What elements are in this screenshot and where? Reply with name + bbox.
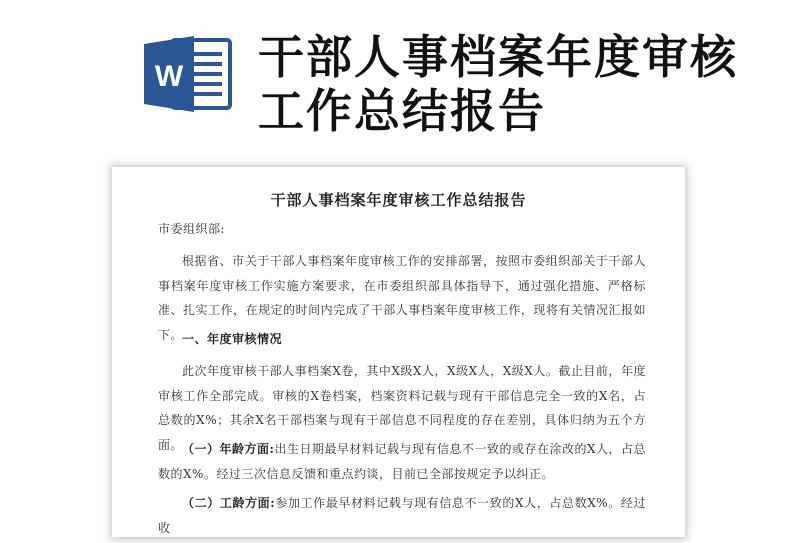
- document-title: 干部人事档案年度审核工作总结报告: [270, 191, 527, 209]
- salutation: 市委组织部:: [158, 222, 226, 236]
- paragraph-2: 此次年度审核干部人事档案X卷，其中X级X人，X级X人，X级X人。截止目前，年度审核工作全部完成。审核的X卷档案，档案资料记载与现有干部信息完全一致的X名，占总数的X%；其余X名干部档案与现有干部信息不同程度的存在差别，具体归纳为五个方面。: [158, 364, 646, 452]
- page-title: 干部人事档案年度审核工作总结报告: [258, 30, 738, 138]
- banner-header: [0, 0, 800, 155]
- item-2-text: 参加工作最早材料记载与现有信息不一致的X人，占总数X%。经过收: [158, 496, 646, 535]
- item-1-label: （一）年龄方面:: [182, 442, 275, 456]
- document-page: [112, 167, 685, 537]
- section-heading-text: 一、年度审核情况: [182, 332, 283, 346]
- intro-paragraph: 根据省、市关于干部人事档案年度审核工作的安排部署，按照市委组织部关于干部人事档案年度审核工作实施方案要求，在市委组织部具体指导下，通过强化措施、严格标准、扎实工作，在规定的时间内完成了干部人事档案年度审核工作，现将有关情况汇报如下。: [158, 254, 646, 342]
- item-2-paragraph: [158, 491, 646, 537]
- word-document-icon: [142, 34, 234, 114]
- item-1-text: 出生日期最早材料记载与现有信息不一致的或存在涂改的X人，占总数的X%。经过三次信息反馈和重点约谈，目前已全部按规定予以纠正。: [158, 442, 646, 481]
- item-1-paragraph: [158, 437, 646, 486]
- item-2-label: （二）工龄方面:: [182, 496, 276, 510]
- section-heading-1: [158, 327, 646, 352]
- word-letter: W: [154, 60, 184, 93]
